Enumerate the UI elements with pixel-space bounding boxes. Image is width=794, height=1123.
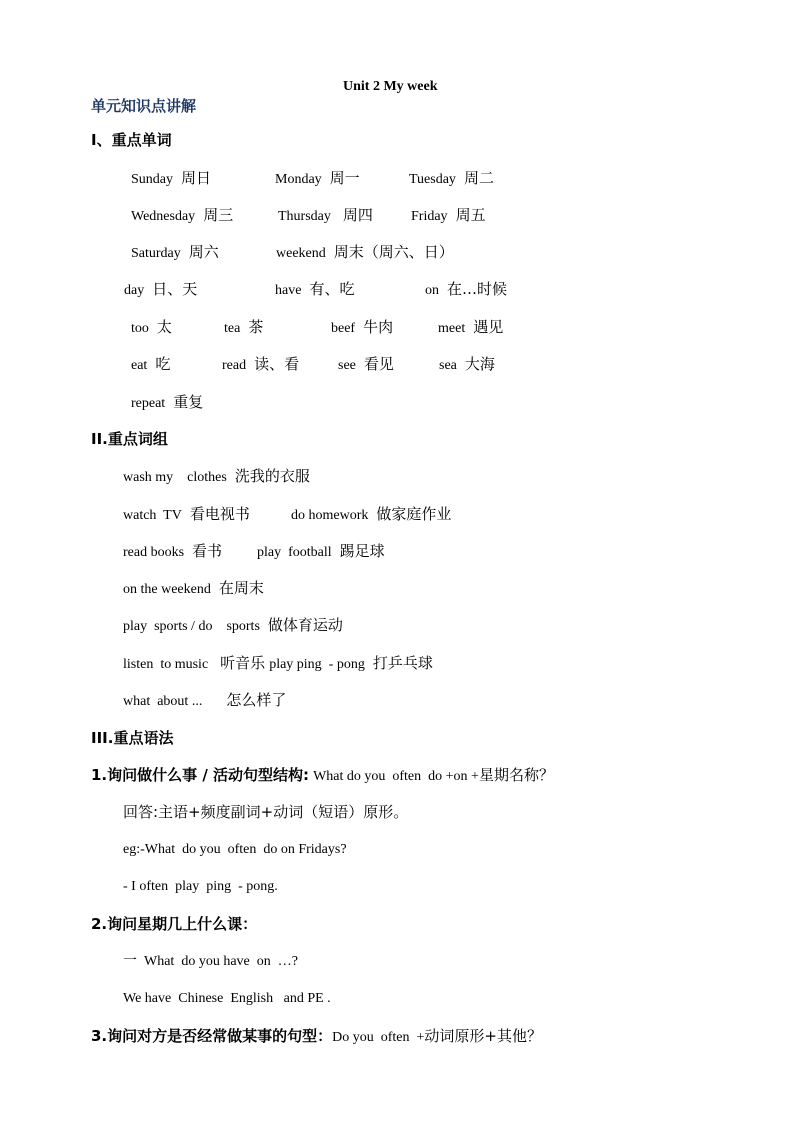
phrase-item: read books 看书 [123,542,223,560]
phrase-item: play football 踢足球 [257,542,385,560]
grammar-point-1: 1.询问做什么事 / 活动句型结构: What do you often do +on +星期名称？ [91,766,554,784]
word-item: sea 大海 [439,355,495,373]
word-item: see 看见 [338,355,394,373]
word-item: Sunday 周日 [131,169,212,187]
grammar-point-3: 3.询问对方是否经常做某事的句型：Do you often +动词原形+其他？ [91,1027,542,1045]
word-item: have 有、吃 [275,280,355,298]
word-item: Monday 周一 [275,169,360,187]
phrase-item: listen to music 听音乐 play ping - pong 打乒乓球 [123,654,433,672]
phrase-item: wash my clothes 洗我的衣服 [123,467,310,485]
page-title: Unit 2 My week [343,79,438,94]
example-question: 一 What do you have on …? [123,954,298,969]
word-item: repeat 重复 [131,393,204,411]
word-item: beef 牛肉 [331,318,394,336]
word-item: Friday 周五 [411,206,486,224]
word-item: too 太 [131,318,172,336]
phrase-item: on the weekend 在周末 [123,579,264,597]
phrase-item: watch TV 看电视书 [123,505,250,523]
example-question: eg:-What do you often do on Fridays? [123,842,347,857]
example-reply: We have Chinese English and PE . [123,991,331,1006]
word-item: read 读、看 [222,355,300,373]
phrase-item: play sports / do sports 做体育运动 [123,616,343,634]
word-item: weekend 周末（周六、日） [276,243,454,261]
example-reply: - I often play ping - pong. [123,879,278,894]
word-item: meet 遇见 [438,318,504,336]
phrase-item: do homework 做家庭作业 [291,505,452,523]
section-heading-words: I、重点单词 [91,131,172,149]
word-item: day 日、天 [124,280,198,298]
section-heading-phrases: II.重点词组 [91,430,168,448]
word-item: Saturday 周六 [131,243,219,261]
section-subtitle: 单元知识点讲解 [91,97,197,115]
word-item: on 在…时候 [425,280,508,298]
word-item: Thursday 周四 [278,206,373,224]
grammar-answer: 回答:主语+频度副词+动词（短语）原形。 [123,803,409,821]
word-item: eat 吃 [131,355,171,373]
word-item: Tuesday 周二 [409,169,494,187]
word-item: tea 茶 [224,318,264,336]
grammar-point-2: 2.询问星期几上什么课： [91,915,258,933]
phrase-item: what about ... 怎么样了 [123,691,287,709]
section-heading-grammar: III.重点语法 [91,729,174,747]
word-item: Wednesday 周三 [131,206,234,224]
